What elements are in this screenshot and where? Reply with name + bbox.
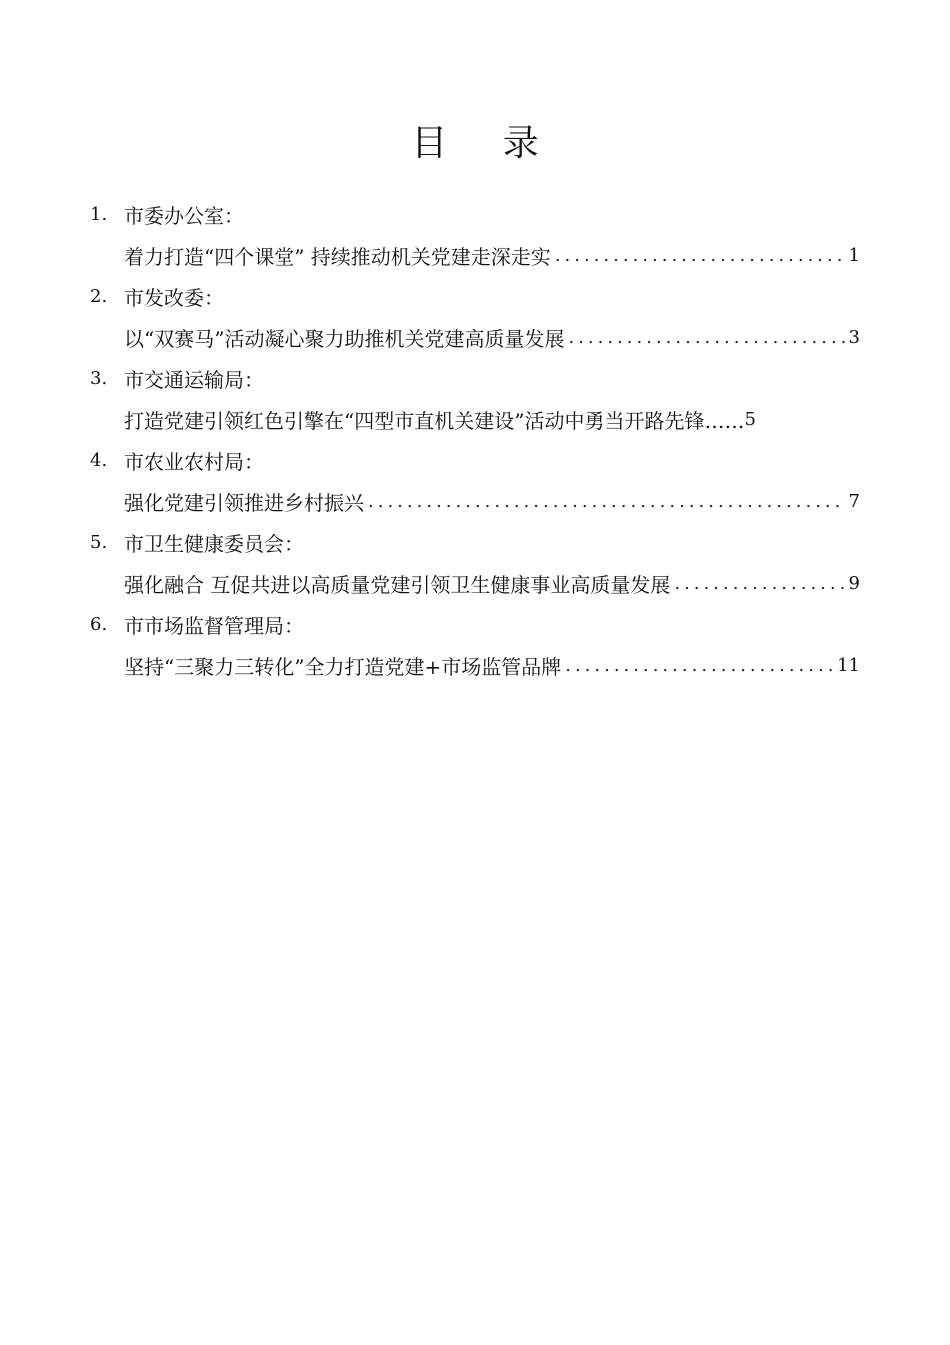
- entry-number: 6.: [90, 614, 108, 635]
- dot-leader: [555, 245, 845, 266]
- toc-entry-heading: [90, 194, 860, 235]
- entry-page-number: 11: [837, 655, 860, 676]
- entry-title: 以“双赛马”活动凝心聚力助推机关党建高质量发展: [124, 327, 565, 351]
- entry-number: 5.: [90, 532, 108, 553]
- toc-entry-heading: [90, 358, 860, 399]
- toc-entry: [90, 604, 860, 686]
- entry-org: 市市场监督管理局：: [124, 614, 304, 638]
- entry-org: 市卫生健康委员会：: [124, 532, 304, 556]
- entry-page-number: 9: [848, 573, 860, 594]
- dot-leader: [565, 655, 833, 676]
- toc-entry-heading: [90, 604, 860, 645]
- entry-number: 3.: [90, 368, 108, 389]
- dot-leader: [368, 491, 845, 512]
- entry-title: 坚持“三聚力三转化”全力打造党建+市场监管品牌: [124, 655, 562, 679]
- entry-page-number: 5: [744, 409, 756, 430]
- entry-org: 市委办公室：: [124, 204, 244, 228]
- toc-entry-heading: [90, 440, 860, 481]
- entry-title: 强化融合 互促共进以高质量党建引领卫生健康事业高质量发展: [124, 573, 671, 597]
- dot-leader: [568, 327, 844, 348]
- toc-entry-heading: [90, 276, 860, 317]
- toc-entry: [90, 276, 860, 358]
- toc-entry-line[interactable]: [90, 563, 860, 604]
- dot-leader: [674, 573, 844, 594]
- entry-title: 打造党建引领红色引擎在“四型市直机关建设”活动中勇当开路先锋……: [124, 409, 745, 433]
- toc-entry: [90, 358, 860, 440]
- toc-entry-line[interactable]: [90, 235, 860, 276]
- entry-page-number: 1: [848, 245, 860, 266]
- toc-entry: [90, 194, 860, 276]
- page-title: 目 录: [411, 123, 561, 164]
- toc-entry: [90, 522, 860, 604]
- entry-page-number: 7: [848, 491, 860, 512]
- entry-org: 市发改委：: [124, 286, 224, 310]
- toc-entry-line[interactable]: [90, 399, 860, 440]
- entry-title: 着力打造“四个课堂” 持续推动机关党建走深走实: [124, 245, 551, 269]
- toc-entry-line[interactable]: [90, 481, 860, 522]
- table-of-contents: [90, 194, 860, 686]
- entry-page-number: 3: [848, 327, 860, 348]
- toc-entry-line[interactable]: [90, 645, 860, 686]
- entry-number: 2.: [90, 286, 108, 307]
- entry-number: 4.: [90, 450, 108, 471]
- toc-entry: [90, 440, 860, 522]
- entry-org: 市交通运输局：: [124, 368, 264, 392]
- toc-entry-heading: [90, 522, 860, 563]
- toc-entry-line[interactable]: [90, 317, 860, 358]
- entry-number: 1.: [90, 204, 108, 225]
- entry-title: 强化党建引领推进乡村振兴: [124, 491, 364, 515]
- entry-org: 市农业农村局：: [124, 450, 264, 474]
